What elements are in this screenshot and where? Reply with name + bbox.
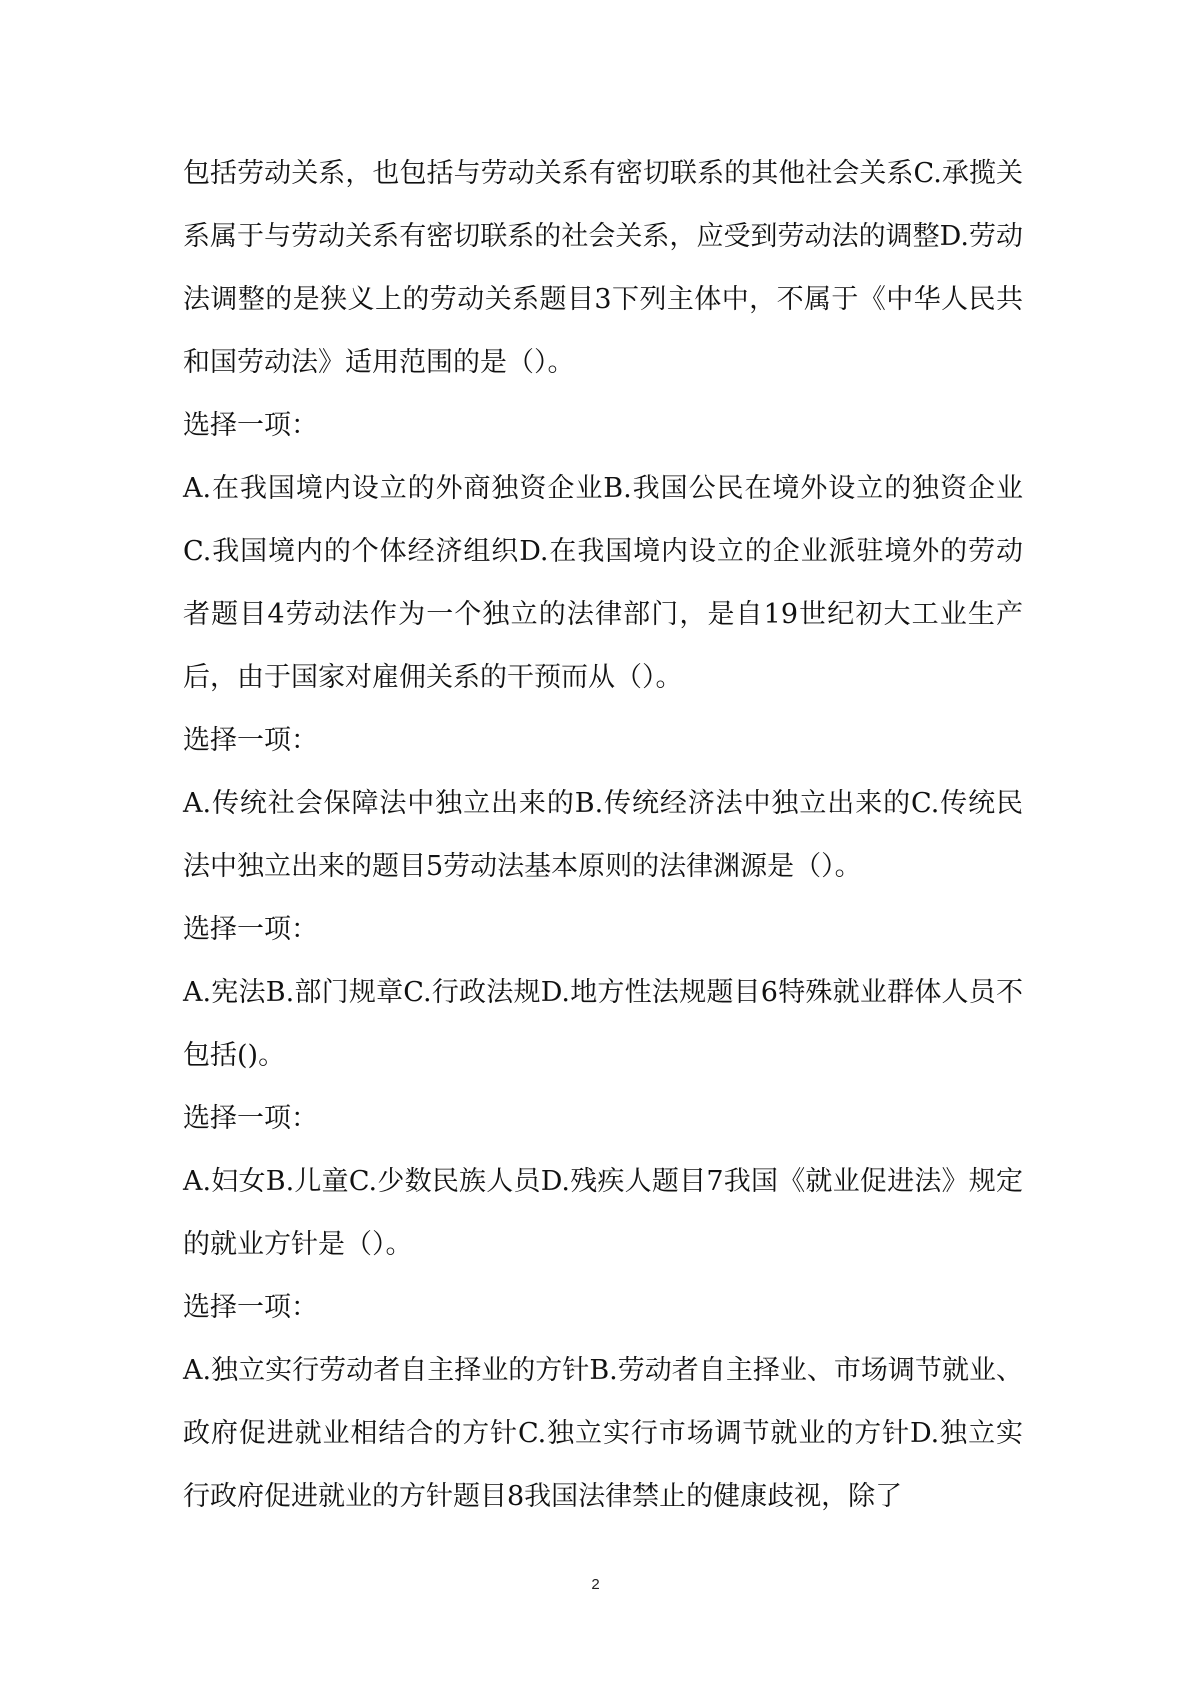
paragraph-question-3-continued: 包括劳动关系，也包括与劳动关系有密切联系的其他社会关系C.承揽关系属于与劳动关系有密切联系的社会关系，应受到劳动法的调整D.劳动法调整的是狭义上的劳动关系题目3下列主体中，不属于《中华人民共和国劳动法》适用范围的是（）。: [183, 158, 1023, 378]
paragraph-question-3-options: A.在我国境内设立的外商独资企业B.我国公民在境外设立的独资企业C.我国境内的个体经济组织D.在我国境内设立的企业派驻境外的劳动者题目4劳动法作为一个独立的法律部门，是自19世纪初大工业生产后，由于国家对雇佣关系的干预而从（）。: [183, 473, 1023, 693]
paragraph-question-4-options: A.传统社会保障法中独立出来的B.传统经济法中独立出来的C.传统民法中独立出来的题目5劳动法基本原则的法律渊源是（）。: [183, 788, 1023, 882]
select-one-label: 选择一项：: [183, 725, 318, 756]
select-one-label: 选择一项：: [183, 1103, 318, 1134]
select-one-label: 选择一项：: [183, 1292, 318, 1323]
document-body: [183, 142, 1023, 1528]
page-number: 2: [591, 1576, 600, 1593]
select-one-label: 选择一项：: [183, 410, 318, 441]
paragraph-question-5-options: A.宪法B.部门规章C.行政法规D.地方性法规题目6特殊就业群体人员不包括()。: [183, 977, 1023, 1071]
select-one-label: 选择一项：: [183, 914, 318, 945]
paragraph-question-6-options: A.妇女B.儿童C.少数民族人员D.残疾人题目7我国《就业促进法》规定的就业方针是（）。: [183, 1166, 1023, 1260]
paragraph-question-7-options: A.独立实行劳动者自主择业的方针B.劳动者自主择业、市场调节就业、政府促进就业相结合的方针C.独立实行市场调节就业的方针D.独立实行政府促进就业的方针题目8我国法律禁止的健康歧视，除了: [183, 1355, 1023, 1512]
